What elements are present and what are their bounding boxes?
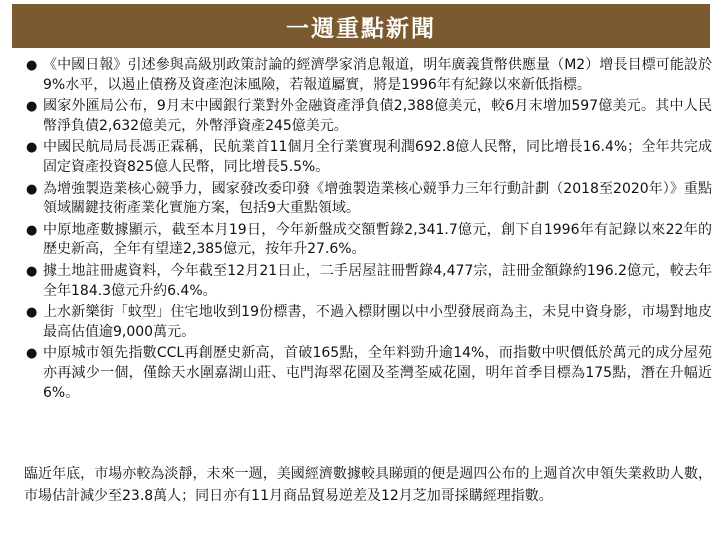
bullet-icon: ● [26, 346, 38, 362]
news-item-text: 據土地註冊處資料，今年截至12月21日止，二手居屋註冊暫錄4,477宗，註冊金額錄約196.2億元，較去年全年184.3億元升約6.4%。 [43, 262, 712, 299]
bullet-icon: ● [26, 263, 38, 279]
bullet-icon: ● [26, 58, 38, 73]
bullet-icon: ● [26, 99, 38, 115]
news-list [24, 56, 712, 403]
news-item [24, 138, 712, 177]
bullet-icon: ● [26, 222, 38, 238]
news-item-text: 上水新樂街「蚊型」住宅地收到19份標書，不過入標財團以中小型發展商為主，未見中資身影，市場對地皮最高估值逾9,000萬元。 [43, 304, 712, 340]
section-title: 一週重點新聞 [286, 15, 436, 42]
summary-paragraph: 臨近年底，市場亦較為淡靜，未來一週，美國經濟數據較具睇頭的便是週四公布的上週首次申領失業救助人數，市場估計減少至23.8萬人；同日亦有11月商品貿易逆差及12月芝加哥採購經理指數。 [24, 466, 712, 504]
bullet-icon: ● [26, 305, 38, 321]
news-item [24, 56, 712, 95]
news-item-text: 中國民航局局長馮正霖稱，民航業首11個月全行業實現利潤692.8億人民幣，同比增長16.4%；全年共完成固定資產投資825億人民幣，同比增長5.5%。 [43, 139, 712, 175]
section-header [12, 4, 710, 48]
news-item [24, 221, 712, 260]
news-item [24, 303, 712, 342]
news-item-text: 中原地產數據顯示，截至本月19日，今年新盤成交額暫錄2,341.7億元，創下自1996年有記錄以來22年的歷史新高，全年有望達2,385億元，按年升27.6%。 [43, 221, 712, 258]
news-content [24, 56, 712, 405]
news-item [24, 97, 712, 136]
news-item [24, 344, 712, 403]
bullet-icon: ● [26, 181, 38, 197]
news-item-text: 為增強製造業核心競爭力，國家發改委印發《增強製造業核心競爭力三年行動計劃（2018至2020年）》重點領域關鍵技術產業化實施方案，包括9大重點領域。 [43, 180, 712, 217]
news-item-text: 《中國日報》引述參與高級別政策討論的經濟學家消息報道，明年廣義貨幣供應量（M2）增長目標可能設於9%水平，以遏止債務及資產泡沫風險，若報道屬實，將是1996年有紀錄以來新低指標。 [43, 57, 712, 93]
bullet-icon: ● [26, 140, 38, 156]
news-item [24, 180, 712, 219]
news-item [24, 262, 712, 301]
news-item-text: 中原城市領先指數CCL再創歷史新高，首破165點，全年料勁升逾14%，而指數中呎價低於萬元的成分屋苑亦再減少一個，僅餘天水圍嘉湖山莊、屯門海翠花園及荃灣荃威花園，明年首季目標為175點，潛在升幅近6%。 [43, 345, 712, 401]
news-item-text: 國家外匯局公布，9月末中國銀行業對外金融資產淨負債2,388億美元，較6月末增加597億美元。其中人民幣淨負債2,632億美元，外幣淨資產245億美元。 [43, 98, 712, 134]
